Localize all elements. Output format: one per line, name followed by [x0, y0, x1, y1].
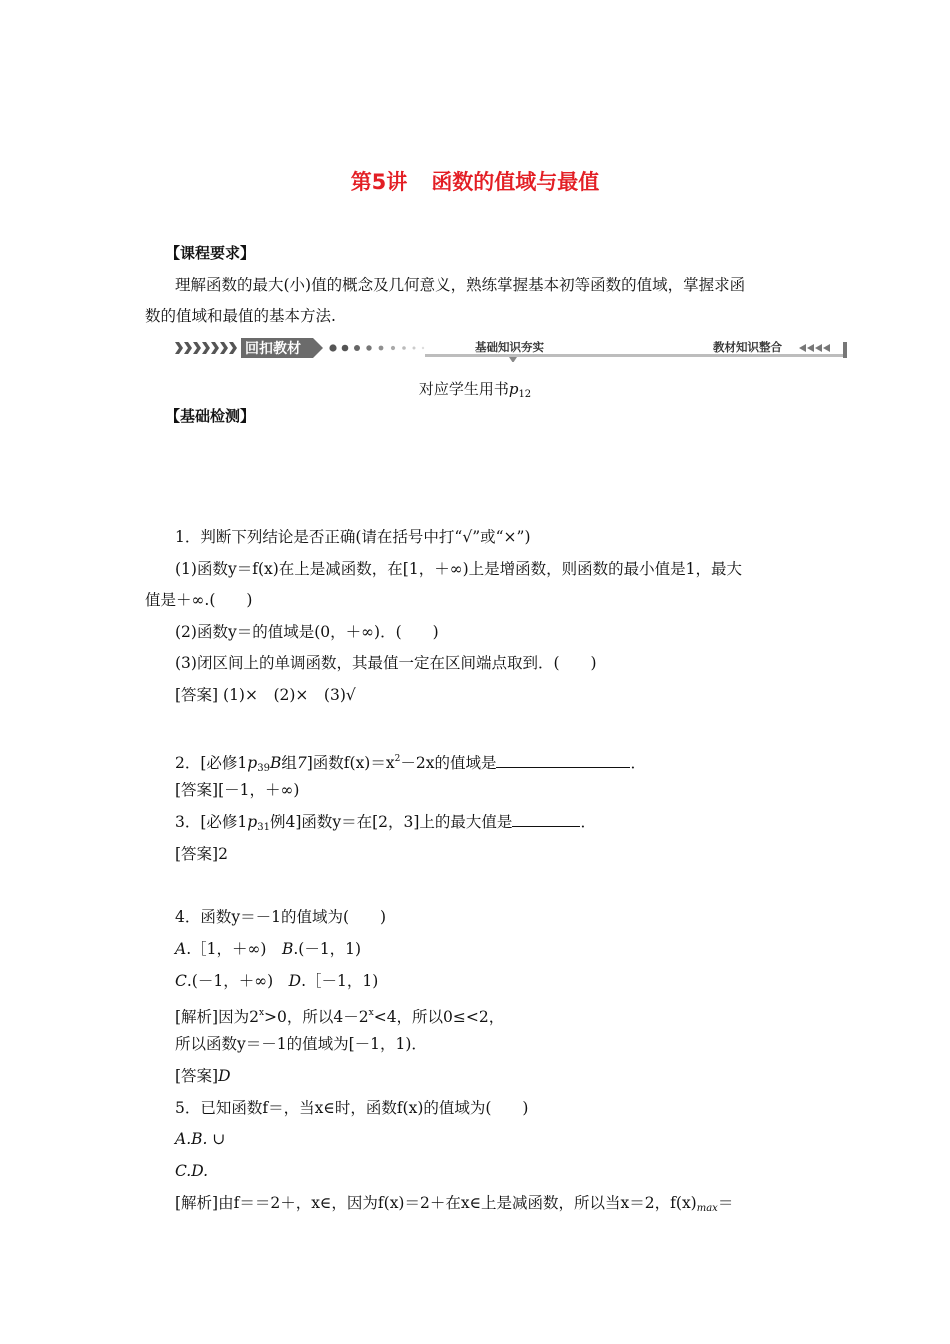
q4-analysis-part: >0，所以4－2 [264, 1008, 369, 1026]
textbook-reference-page: 12 [518, 389, 532, 400]
q5-analysis [175, 1193, 733, 1219]
q1-statement-3: (3)闭区间上的单调函数，其最值一定在区间端点取到．( ) [175, 654, 597, 672]
q4-option-d-letter: D [288, 972, 302, 990]
basic-check-heading: 【基础检测】 [165, 407, 256, 425]
q5-analysis-part: [解析]由f＝＝2＋，x∈，因为f(x)＝2＋在x∈上是减函数，所以当x＝2，f(x) [175, 1194, 697, 1212]
q4-analysis-part: [解析]因为2 [175, 1008, 259, 1026]
page-title [0, 166, 950, 196]
banner-rule [425, 354, 845, 357]
q2-function: ]函数f(x)＝x [306, 754, 395, 772]
q5-analysis-end: ＝ [717, 1194, 734, 1212]
q5-union-symbol: ∪ [207, 1130, 226, 1148]
left-arrows-icon [799, 344, 830, 352]
banner-right-label: 教材知识整合 [713, 340, 782, 354]
q5-max-subscript: max [696, 1203, 718, 1214]
q2-problem-number: 7 [296, 754, 307, 772]
q4-option-c: .(－1，＋∞) [186, 972, 289, 990]
course-requirements-line-2: 数的值域和最值的基本方法. [145, 307, 336, 325]
q4-analysis-2: 所以函数y＝－1的值域为[－1，1)． [175, 1035, 427, 1053]
q4-option-b: .(－1，1) [293, 940, 362, 958]
textbook-reference [0, 378, 950, 400]
q4-exponent-1: x [258, 1008, 265, 1018]
q5-options-cd-letters: C.D. [175, 1162, 209, 1180]
q3-stem-rest: 例4]函数y＝在[2，3]上的最大值是 [269, 813, 513, 831]
q2-stem [175, 749, 646, 779]
q4-option-a-letter: A [175, 940, 187, 958]
q2-group-letter: B [269, 754, 282, 772]
q3-stem-part: 3．[必修1 [175, 813, 248, 831]
q2-stem-part: 2．[必修1 [175, 754, 248, 772]
q2-group-label: 组 [281, 754, 297, 772]
section-banner [175, 336, 850, 362]
q4-answer-label: [答案] [175, 1067, 219, 1085]
q4-exponent-2: x [368, 1008, 374, 1018]
chevron-arrows-icon [175, 342, 237, 354]
q2-end: ． [630, 754, 646, 772]
course-requirements-line-1: 理解函数的最大(小)值的概念及几何意义，熟练掌握基本初等函数的值域，掌握求函 [175, 276, 746, 294]
textbook-reference-p: p [508, 380, 519, 398]
q4-answer [175, 1066, 231, 1086]
q2-function-rest: －2x的值域是 [400, 754, 497, 772]
q4-option-b-letter: B [281, 940, 294, 958]
course-requirements-heading: 【课程要求】 [165, 244, 256, 262]
q1-statement-2: (2)函数y＝的值域是(0，＋∞)．( ) [175, 623, 439, 641]
q1-stem: 1．判断下列结论是否正确(请在括号中打“√”或“×”) [175, 528, 531, 546]
q4-option-c-letter: C [175, 972, 187, 990]
q3-page-p: p [247, 813, 258, 831]
q2-answer-blank[interactable] [496, 753, 630, 768]
q2-exponent: 2 [394, 754, 401, 764]
q5-options-ab-letters: A.B. [175, 1130, 208, 1148]
q3-stem [175, 812, 596, 838]
banner-pointer-icon [509, 357, 517, 362]
q3-page-number: 31 [257, 822, 270, 833]
q5-options-ab [175, 1129, 225, 1149]
banner-end-bar [843, 342, 847, 358]
textbook-reference-text: 对应学生用书 [418, 380, 509, 398]
q4-option-d: .［－1，1) [301, 972, 379, 990]
q3-answer-blank[interactable] [512, 812, 580, 827]
q3-end: ． [580, 813, 596, 831]
lecture-number: 第5讲 [350, 170, 408, 194]
lecture-topic: 函数的值域与最值 [431, 170, 600, 194]
banner-center-label: 基础知识夯实 [475, 340, 544, 354]
q5-stem: 5．已知函数f＝，当x∈时，函数f(x)的值域为( ) [175, 1099, 529, 1117]
fading-dots-icon [329, 344, 424, 351]
q2-answer: [答案][－1，＋∞) [175, 781, 300, 799]
q1-statement-1a: (1)函数y＝f(x)在上是减函数，在[1，＋∞)上是增函数，则函数的最小值是1，最大 [175, 560, 743, 578]
q2-page-number: 39 [257, 763, 270, 774]
q1-answer: [答案] (1)× (2)× (3)√ [175, 686, 356, 704]
q4-analysis-part: <4，所以0≤<2， [373, 1008, 505, 1026]
q3-answer: [答案]2 [175, 845, 228, 863]
q4-stem: 4．函数y＝－1的值域为( ) [175, 908, 387, 926]
q4-options-ab [175, 939, 361, 959]
banner-tag-label: 回扣教材 [245, 340, 301, 356]
q2-page-p: p [247, 754, 258, 772]
q4-option-a: .［1，＋∞) [186, 940, 282, 958]
q4-answer-value: D [218, 1067, 231, 1085]
q5-options-cd [175, 1161, 208, 1181]
q1-statement-1b: 值是＋∞.( ) [145, 591, 253, 609]
q4-options-cd [175, 971, 378, 991]
q4-analysis [175, 1003, 504, 1027]
